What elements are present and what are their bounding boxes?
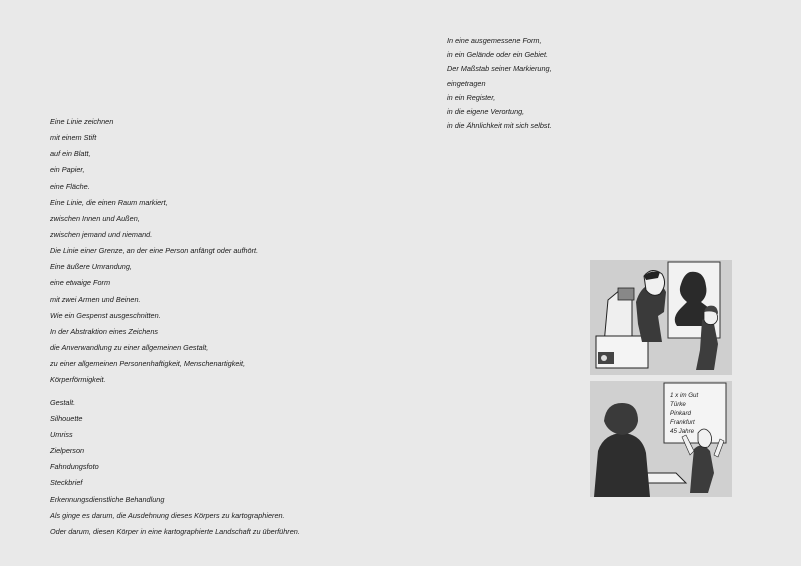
cartoon-panel-interrogation (590, 381, 732, 497)
poem-left-line: Eine äußere Umrandung, (50, 262, 132, 272)
poem-right-line: in die eigene Verortung, (447, 106, 525, 116)
poem-left-line: auf ein Blatt, (50, 149, 91, 159)
poem-left2-line: Oder darum, diesen Körper in eine kartographierte Landschaft zu überführen. (50, 526, 300, 536)
poem-left-line: Eine Linie, die einen Raum markiert, (50, 197, 168, 207)
poem-left-line: zu einer allgemeinen Personenhaftigkeit, Menschenartigkeit, (50, 359, 246, 369)
poem-right-line: In eine ausgemessene Form, (447, 36, 542, 45)
interrogation-drawing (590, 381, 732, 497)
poem-left2-line: Als ginge es darum, die Ausdehnung dieses Körpers zu kartographieren. (50, 510, 285, 520)
poem-right-line: eingetragen (447, 78, 486, 88)
poem-left-list (50, 395, 300, 540)
poem-left-line: In der Abstraktion eines Zeichens (50, 326, 159, 336)
poem-left-line: Eine Linie zeichnen (50, 117, 114, 126)
poem-left-column (50, 114, 258, 388)
poem-left-line: zwischen jemand und niemand. (50, 229, 153, 239)
poem-right-column (447, 34, 552, 133)
poem-left2-line: Gestalt. (50, 398, 76, 407)
sign-line-5: 45 Jahre (670, 428, 695, 435)
poem-left-line: eine etwaige Form (50, 278, 111, 288)
silhouette-drawing (590, 260, 732, 375)
poem-left2-line: Steckbrief (50, 478, 83, 488)
poem-left-line: Die Linie einer Grenze, an der eine Person anfängt oder aufhört. (50, 246, 259, 256)
poem-left-line: eine Fläche. (50, 181, 90, 191)
poem-right-line: Der Maßstab seiner Markierung, (447, 64, 552, 74)
poem-right-line: in ein Register, (447, 92, 496, 102)
poem-left-line: die Anverwandlung zu einer allgemeinen Gestalt, (50, 342, 209, 352)
poem-left-line: Körperförmigkeit. (50, 375, 106, 385)
poem-left-line: Wie ein Gespenst ausgeschnitten. (50, 310, 161, 320)
sign-line-3: Pinkard (670, 410, 691, 417)
sign-line-1: 1 x im Gut (670, 392, 699, 399)
poem-left-line: zwischen Innen und Außen, (50, 213, 140, 223)
poem-left2-line: Erkennungsdienstliche Behandlung (50, 494, 165, 504)
poem-left2-line: Umriss (50, 430, 73, 440)
sign-line-4: Frankfurt (670, 419, 695, 426)
cartoon-panel-silhouette (590, 260, 732, 375)
poem-left2-line: Fahndungsfoto (50, 462, 99, 472)
poem-left2-line: Zielperson (50, 446, 85, 456)
poem-left-line: mit zwei Armen und Beinen. (50, 294, 141, 304)
poem-left-line: mit einem Stift (50, 133, 97, 143)
poem-left2-line: Silhouette (50, 414, 83, 424)
poem-right-line: in ein Gelände oder ein Gebiet. (447, 50, 549, 60)
sign-line-2: Türke (670, 401, 686, 408)
poem-left-line: ein Papier, (50, 165, 85, 175)
poem-right-line: in die Ähnlichkeit mit sich selbst. (447, 121, 552, 131)
